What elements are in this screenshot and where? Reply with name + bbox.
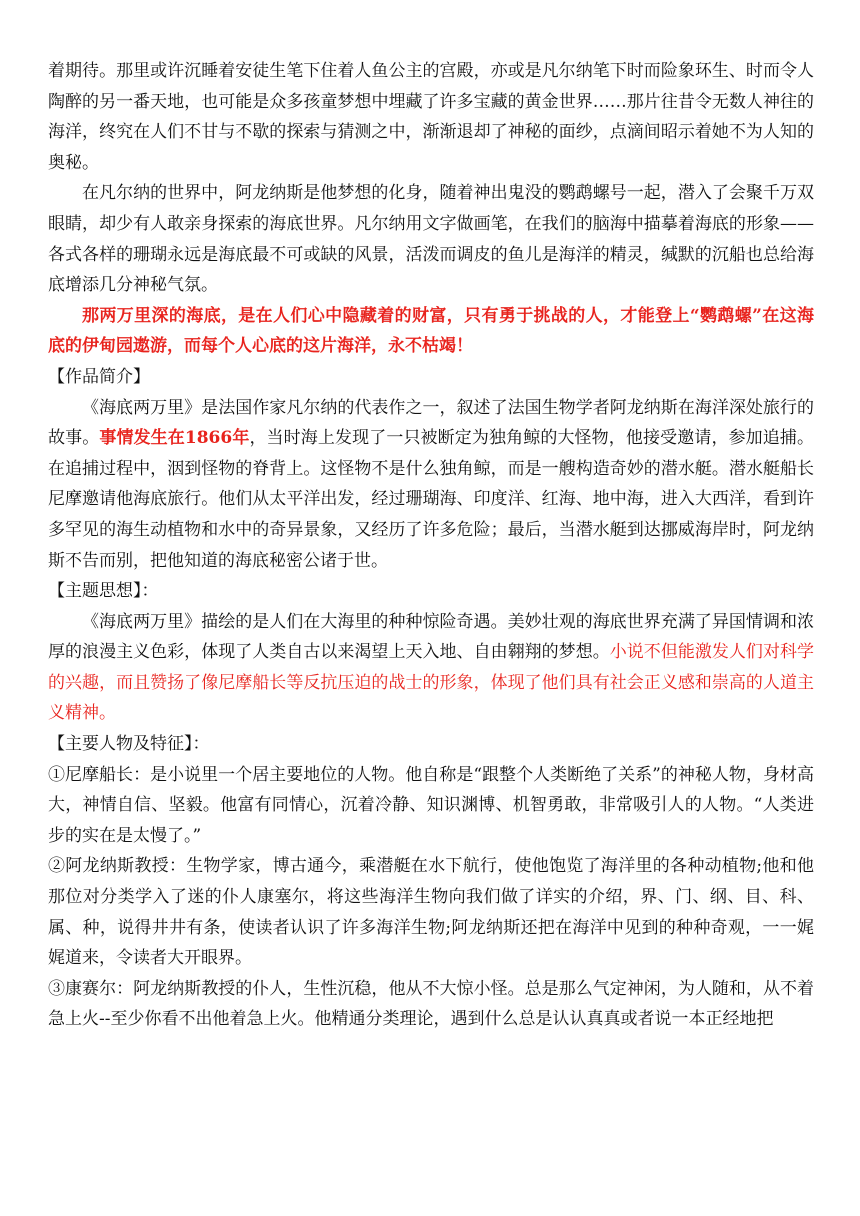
- theme-paragraph: [48, 607, 814, 729]
- intro-paragraph-3-highlight: 那两万里深的海底，是在人们心中隐藏着的财富，只有勇于挑战的人，才能登上“鹦鹉螺”在这海底的伊甸园遨游，而每个人心底的这片海洋，永不枯竭！: [48, 305, 814, 357]
- character-nemo: ①尼摩船长：是小说里一个居主要地位的人物。他自称是“跟整个人类断绝了关系”的神秘人物，身材高大，神情自信、坚毅。他富有同情心，沉着冷静、知识渊博、机智勇敢，非常吸引人的人物。“人类进步的实在是太慢了。”: [48, 764, 814, 846]
- summary-text-after: ，当时海上发现了一只被断定为独角鲸的大怪物，他接受邀请，参加追捕。在追捕过程中，洇到怪物的脊背上。这怪物不是什么独角鲸，而是一艘构造奇妙的潜水艇。潜水艇船长尼摩邀请他海底旅行。他们从太平洋出发，经过珊瑚海、印度洋、红海、地中海，进入大西洋，看到许多罕见的海生动植物和水中的奇异景象，又经历了许多危险；最后，当潜水艇到达挪威海岸时，阿龙纳斯不告而别，把他知道的海底秘密公诸于世。: [48, 428, 814, 571]
- summary-heading: 【作品简介】: [48, 366, 150, 387]
- character-conseil: ③康赛尔：阿龙纳斯教授的仆人，生性沉稳，他从不大惊小怪。总是那么气定神闲，为人随和，从不着急上火--至少你看不出他着急上火。他精通分类理论，遇到什么总是认认真真或者说一本正经地把: [48, 978, 814, 1030]
- theme-heading: 【主题思想】：: [48, 581, 159, 602]
- document-page: [48, 56, 814, 1035]
- character-aronnax: ②阿龙纳斯教授：生物学家，博古通今，乘潜艇在水下航行，使他饱览了海洋里的各种动植物;他和他那位对分类学入了迷的仆人康塞尔，将这些海洋生物向我们做了详实的介绍，界、门、纲、目、科、属、种，说得井井有条，使读者认识了许多海洋生物;阿龙纳斯还把在海洋中见到的种种奇观，一一娓娓道来，令读者大开眼界。: [48, 856, 814, 969]
- summary-text-highlight: 事情发生在1866年: [99, 428, 250, 449]
- intro-paragraph-2: 在凡尔纳的世界中，阿龙纳斯是他梦想的化身，随着神出鬼没的鹦鹉螺号一起，潜入了会聚千万双眼睛，却少有人敢亲身探索的海底世界。凡尔纳用文字做画笔，在我们的脑海中描摹着海底的形象——各式各样的珊瑚永远是海底最不可或缺的风景，活泼而调皮的鱼儿是海洋的精灵，缄默的沉船也总给海底增添几分神秘气氛。: [48, 183, 814, 296]
- theme-text-before: 《海底两万里》描绘的是人们在大海里的种种惊险奇遇。美妙壮观的海底世界充满了异国情调和浓厚的浪漫主义色彩，体现了人类自古以来渴望上天入地、自由翱翔的梦想。: [48, 611, 814, 663]
- intro-paragraph-1: 着期待。那里或许沉睡着安徒生笔下住着人鱼公主的宫殿，亦或是凡尔纳笔下时而险象环生、时而令人陶醉的另一番天地，也可能是众多孩童梦想中埋藏了许多宝藏的黄金世界……那片往昔令无数人神往的海洋，终究在人们不甘与不歇的探索与猜测之中，渐渐退却了神秘的面纱，点滴间昭示着她不为人知的奥秘。: [48, 61, 814, 173]
- summary-text-before: 《海底两万里》是法国作家凡尔纳的代表作之一，叙述了法国生物学者阿龙纳斯在海洋深处旅行的故事。: [48, 397, 814, 449]
- theme-text-highlight: 小说不但能激发人们对科学的兴趣，而且赞扬了像尼摩船长等反抗压迫的战士的形象，体现了他们具有社会正义感和崇高的人道主义精神。: [48, 642, 814, 724]
- characters-heading: 【主要人物及特征】：: [48, 734, 210, 755]
- summary-paragraph: [48, 393, 814, 577]
